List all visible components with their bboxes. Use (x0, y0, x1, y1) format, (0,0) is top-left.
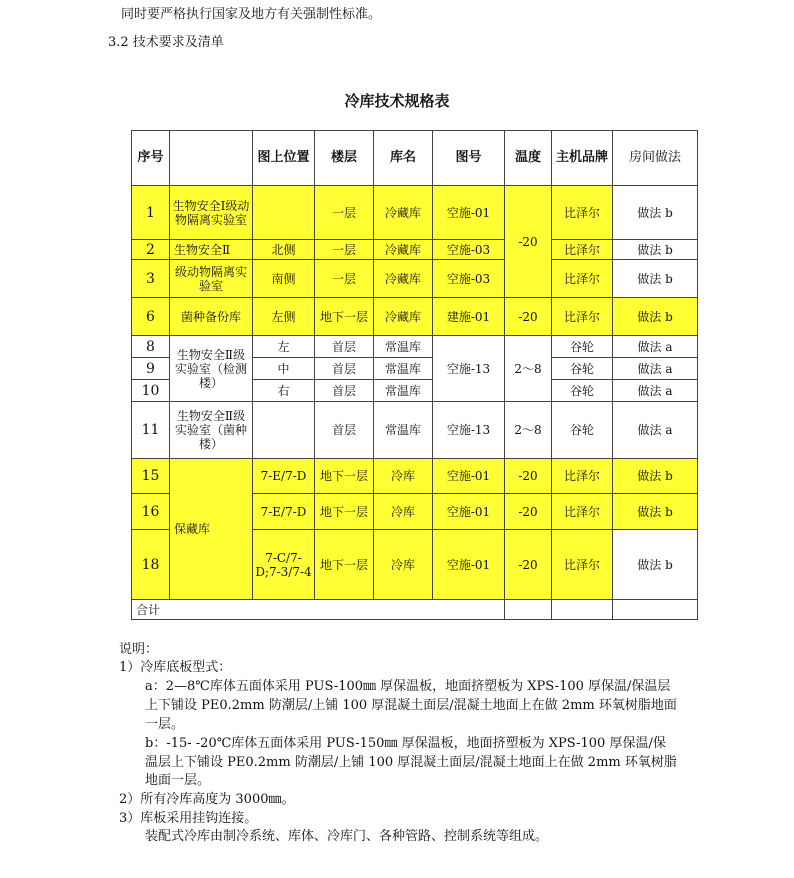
row-group: 生物安全Ⅰ级动物隔离实验室 (170, 186, 253, 240)
table-row (132, 240, 698, 260)
row-group: 生物安全Ⅱ (170, 240, 253, 260)
row-floor: 首层 (315, 380, 374, 402)
row-brand: 比泽尔 (552, 186, 613, 240)
row-group: 生物安全Ⅱ级实验室（检测楼） (170, 336, 253, 402)
table-row (132, 336, 698, 358)
row-floor: 首层 (315, 358, 374, 380)
row-position (253, 402, 315, 459)
row-floor: 地下一层 (315, 459, 374, 494)
row-seq: 15 (132, 459, 170, 494)
header-seq: 序号 (132, 131, 170, 186)
row-position: 7-E/7-D (253, 494, 315, 530)
row-floor: 地下一层 (315, 298, 374, 336)
row-floor: 一层 (315, 186, 374, 240)
row-floor: 一层 (315, 240, 374, 260)
row-brand: 比泽尔 (552, 260, 613, 298)
table-row (132, 298, 698, 336)
row-drawing: 空施-03 (433, 260, 505, 298)
note-line: a：2—8℃库体五面体采用 PUS-100㎜ 厚保温板，地面挤塑板为 XPS-100 厚保温/保温层 (145, 679, 671, 694)
row-seq: 16 (132, 494, 170, 530)
row-method: 做法 b (613, 260, 698, 298)
note-line: 2）所有冷库高度为 3000㎜。 (119, 792, 295, 807)
note-line: 说明： (119, 642, 159, 657)
row-brand: 比泽尔 (552, 240, 613, 260)
header-storage: 库名 (374, 131, 433, 186)
row-storage: 常温库 (374, 358, 433, 380)
note-line: 上下铺设 PE0.2mm 防潮层/上铺 100 厚混凝土面层/混凝土地面上在做 2mm 环氧树脂地面 (145, 698, 677, 713)
row-storage: 常温库 (374, 402, 433, 459)
total-temp (505, 600, 552, 620)
row-brand: 比泽尔 (552, 494, 613, 530)
row-method: 做法 b (613, 240, 698, 260)
total-method (613, 600, 698, 620)
row-brand: 比泽尔 (552, 530, 613, 600)
total-label: 合计 (132, 600, 505, 620)
header-brand: 主机品牌 (552, 131, 613, 186)
total-row (132, 600, 698, 620)
row-storage: 冷藏库 (374, 240, 433, 260)
row-seq: 18 (132, 530, 170, 600)
row-method: 做法 b (613, 494, 698, 530)
row-temp: -20 (505, 298, 552, 336)
row-seq: 10 (132, 380, 170, 402)
note-line: 一层。 (145, 717, 185, 732)
row-seq: 6 (132, 298, 170, 336)
row-method: 做法 a (613, 336, 698, 358)
row-position: 右 (253, 380, 315, 402)
row-seq: 9 (132, 358, 170, 380)
header-floor: 楼层 (315, 131, 374, 186)
row-position: 中 (253, 358, 315, 380)
row-drawing: 空施-01 (433, 494, 505, 530)
row-position: 7-C/7-D;7-3/7-4 (253, 530, 315, 600)
row-floor: 地下一层 (315, 530, 374, 600)
row-method: 做法 b (613, 298, 698, 336)
note-line: 1）冷库底板型式： (119, 660, 232, 675)
total-brand (552, 600, 613, 620)
row-group: 生物安全Ⅱ级实验室（菌种楼） (170, 402, 253, 459)
row-drawing: 空施-13 (433, 336, 505, 402)
row-temp: -20 (505, 459, 552, 494)
row-storage: 常温库 (374, 380, 433, 402)
row-seq: 3 (132, 260, 170, 298)
row-seq: 1 (132, 186, 170, 240)
row-position: 北侧 (253, 240, 315, 260)
row-position: 南侧 (253, 260, 315, 298)
table-row (132, 459, 698, 494)
note-line: 地面一层。 (145, 773, 211, 788)
row-position: 7-E/7-D (253, 459, 315, 494)
table-row (132, 402, 698, 459)
note-line: 3）库板采用挂钩连接。 (119, 811, 258, 826)
row-floor: 一层 (315, 260, 374, 298)
header-name (170, 131, 253, 186)
note-line: 温层上下铺设 PE0.2mm 防潮层/上铺 100 厚混凝土面层/混凝土地面上在做 2mm 环氧树脂 (145, 755, 677, 770)
header-method: 房间做法 (613, 131, 698, 186)
row-position: 左侧 (253, 298, 315, 336)
row-storage: 冷藏库 (374, 260, 433, 298)
row-drawing: 空施-13 (433, 402, 505, 459)
intro-line: 同时要严格执行国家及地方有关强制性标准。 (121, 7, 382, 22)
row-group: 级动物隔离实验室 (170, 260, 253, 298)
row-storage: 常温库 (374, 336, 433, 358)
row-brand: 谷轮 (552, 402, 613, 459)
header-temp: 温度 (505, 131, 552, 186)
row-brand: 比泽尔 (552, 459, 613, 494)
row-temp: -20 (505, 530, 552, 600)
row-temp: 2～8 (505, 336, 552, 402)
row-drawing: 空施-01 (433, 530, 505, 600)
row-position: 左 (253, 336, 315, 358)
section-heading: 3.2 技术要求及清单 (108, 35, 224, 50)
row-group: 保藏库 (170, 459, 253, 600)
row-floor: 首层 (315, 402, 374, 459)
row-seq: 2 (132, 240, 170, 260)
row-method: 做法 a (613, 358, 698, 380)
table-row (132, 186, 698, 240)
row-drawing: 空施-01 (433, 186, 505, 240)
row-floor: 首层 (315, 336, 374, 358)
header-drawing: 图号 (433, 131, 505, 186)
row-temp: -20 (505, 186, 552, 298)
row-storage: 冷藏库 (374, 186, 433, 240)
row-drawing: 空施-03 (433, 240, 505, 260)
row-method: 做法 b (613, 530, 698, 600)
row-brand: 谷轮 (552, 358, 613, 380)
row-floor: 地下一层 (315, 494, 374, 530)
row-drawing: 空施-01 (433, 459, 505, 494)
row-brand: 谷轮 (552, 380, 613, 402)
spec-table (131, 130, 698, 620)
row-seq: 11 (132, 402, 170, 459)
row-storage: 冷藏库 (374, 298, 433, 336)
row-storage: 冷库 (374, 459, 433, 494)
row-method: 做法 a (613, 402, 698, 459)
row-position (253, 186, 315, 240)
row-group: 菌种备份库 (170, 298, 253, 336)
row-drawing: 建施-01 (433, 298, 505, 336)
row-storage: 冷库 (374, 494, 433, 530)
row-temp: -20 (505, 494, 552, 530)
note-line: 装配式冷库由制冷系统、库体、冷库门、各种管路、控制系统等组成。 (145, 829, 549, 844)
row-method: 做法 b (613, 186, 698, 240)
row-method: 做法 a (613, 380, 698, 402)
row-method: 做法 b (613, 459, 698, 494)
header-position: 图上位置 (253, 131, 315, 186)
row-brand: 谷轮 (552, 336, 613, 358)
row-brand: 比泽尔 (552, 298, 613, 336)
row-seq: 8 (132, 336, 170, 358)
note-line: b：-15- -20℃库体五面体采用 PUS-150㎜ 厚保温板，地面挤塑板为 XPS-100 厚保温/保 (145, 736, 666, 751)
row-temp: 2～8 (505, 402, 552, 459)
table-row (132, 260, 698, 298)
row-storage: 冷库 (374, 530, 433, 600)
table-title: 冷库技术规格表 (344, 92, 450, 110)
